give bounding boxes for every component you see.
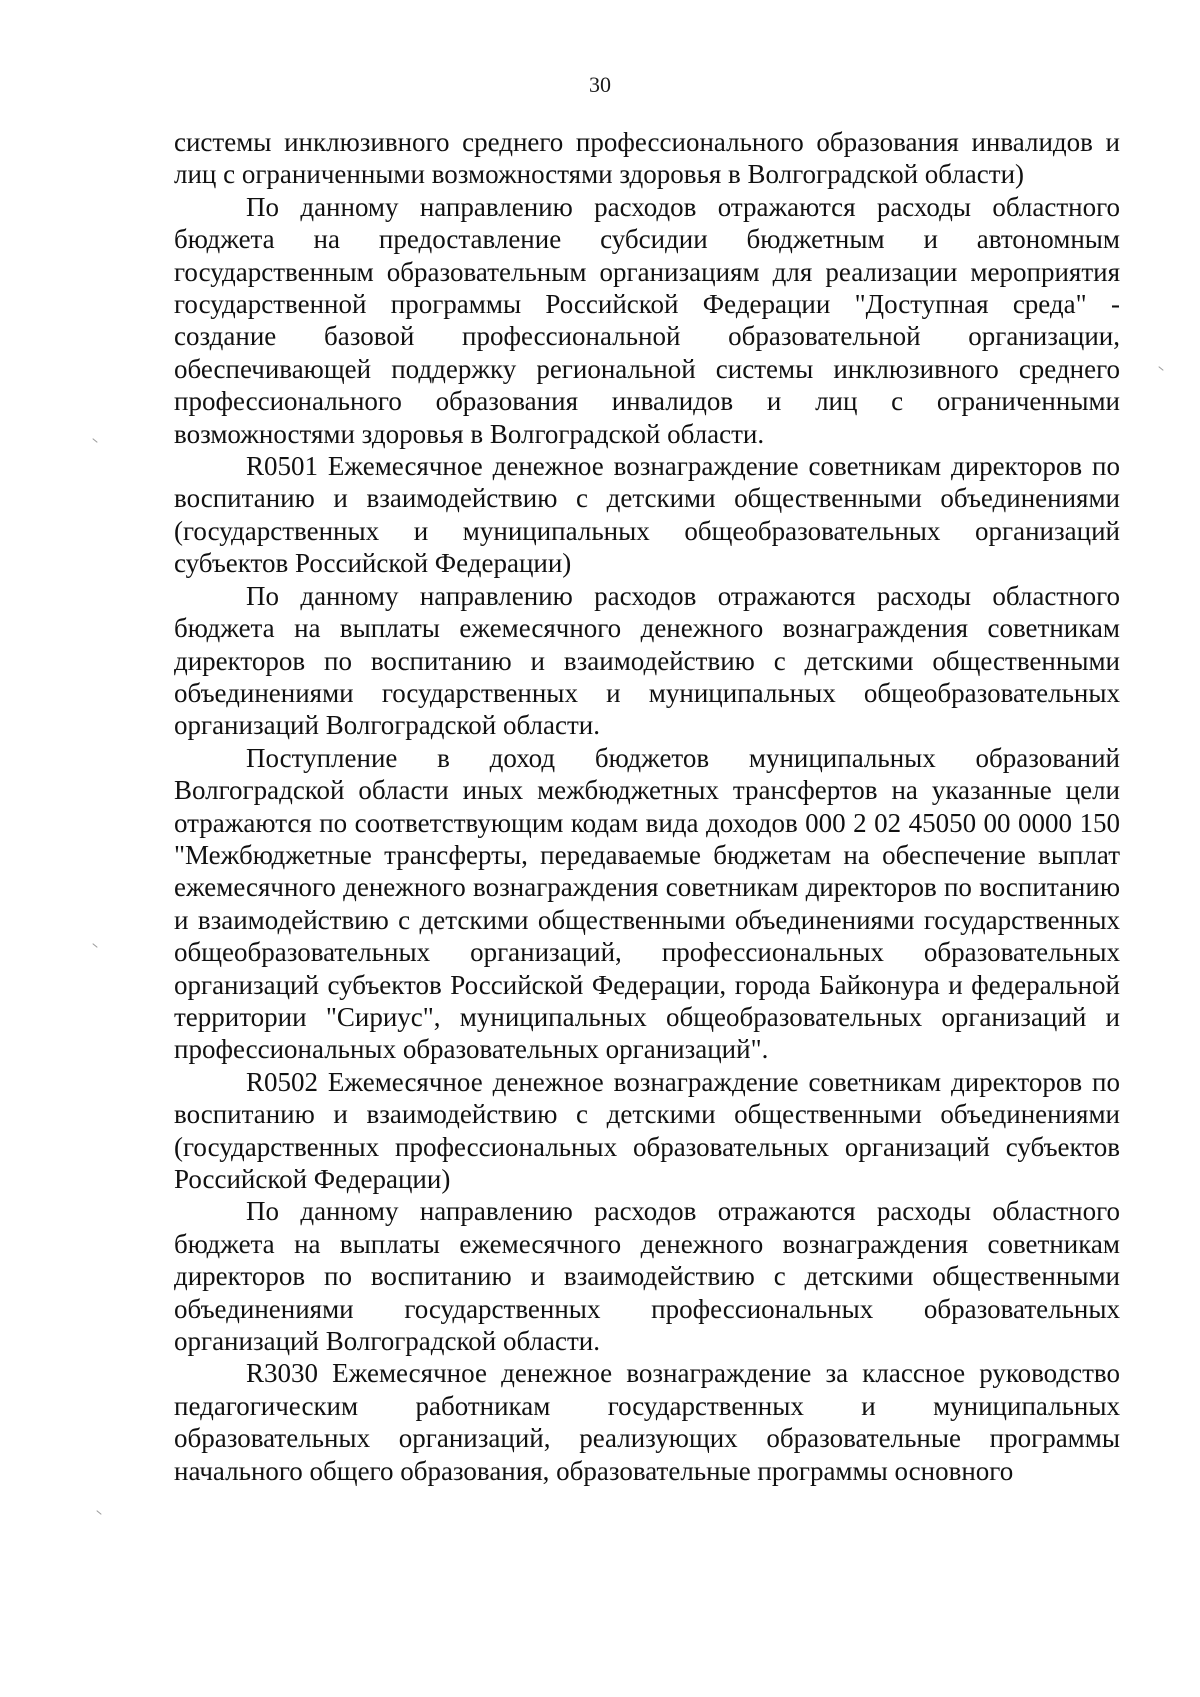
page-number: 30 (589, 72, 611, 97)
paragraph-code-r0501-heading: R0501 Ежемесячное денежное вознаграждение советникам директоров по воспитанию и взаимодействию с детскими общественными объединениями (государственных и муниципальных общеобразовательных организаций субъектов Российской Федерации) (174, 451, 1120, 579)
scan-speck (92, 438, 97, 443)
paragraph-code-r0502-description: По данному направлению расходов отражаются расходы областного бюджета на выплаты ежемесячного денежного вознаграждения советникам директоров по воспитанию и взаимодействию с детскими общественными объединениями государственных профессиональных образовательных организаций Волгоградской области. (174, 1196, 1120, 1357)
paragraph-code-r3030-heading: R3030 Ежемесячное денежное вознаграждение за классное руководство педагогическим работникам государственных и муниципальных образовательных организаций, реализующих образовательные программы начального общего образования, образовательные программы основного (174, 1358, 1120, 1486)
paragraph-expenses-accessible-environment: По данному направлению расходов отражаются расходы областного бюджета на предоставление субсидии бюджетным и автономным государственным образовательным организациям для реализации мероприятия государственной программы Российской Федерации "Доступная среда" - создание базовой профессиональной образовательной организации, обеспечивающей поддержку региональной системы инклюзивного среднего профессионального образования инвалидов и лиц с ограниченными возможностями здоровья в Волгоградской области. (174, 191, 1120, 449)
document-body (174, 126, 1120, 1487)
scan-speck (1158, 366, 1163, 371)
paragraph-continuation: системы инклюзивного среднего профессионального образования инвалидов и лиц с ограниченными возможностями здоровья в Волгоградской области) (174, 127, 1120, 190)
scan-speck (92, 943, 97, 948)
paragraph-code-r0502-heading: R0502 Ежемесячное денежное вознаграждение советникам директоров по воспитанию и взаимодействию с детскими общественными объединениями (государственных профессиональных образовательных организаций субъектов Российской Федерации) (174, 1066, 1120, 1194)
paragraph-interbudget-transfers: Поступление в доход бюджетов муниципальных образований Волгоградской области иных межбюджетных трансфертов на указанные цели отражаются по соответствующим кодам вида доходов 000 2 02 45050 00 0000 150 "Межбюджетные трансферты, передаваемые бюджетам на обеспечение выплат ежемесячного денежного вознаграждения советникам директоров по воспитанию и взаимодействию с детскими общественными объединениями государственных общеобразовательных организаций, профессиональных образовательных организаций субъектов Российской Федерации, города Байконура и федеральной территории "Сириус", муниципальных общеобразовательных организаций и профессиональных образовательных организаций". (174, 742, 1120, 1065)
paragraph-code-r0501-description: По данному направлению расходов отражаются расходы областного бюджета на выплаты ежемесячного денежного вознаграждения советникам директоров по воспитанию и взаимодействию с детскими общественными объединениями государственных и муниципальных общеобразовательных организаций Волгоградской области. (174, 580, 1120, 741)
scan-speck (96, 1510, 101, 1515)
